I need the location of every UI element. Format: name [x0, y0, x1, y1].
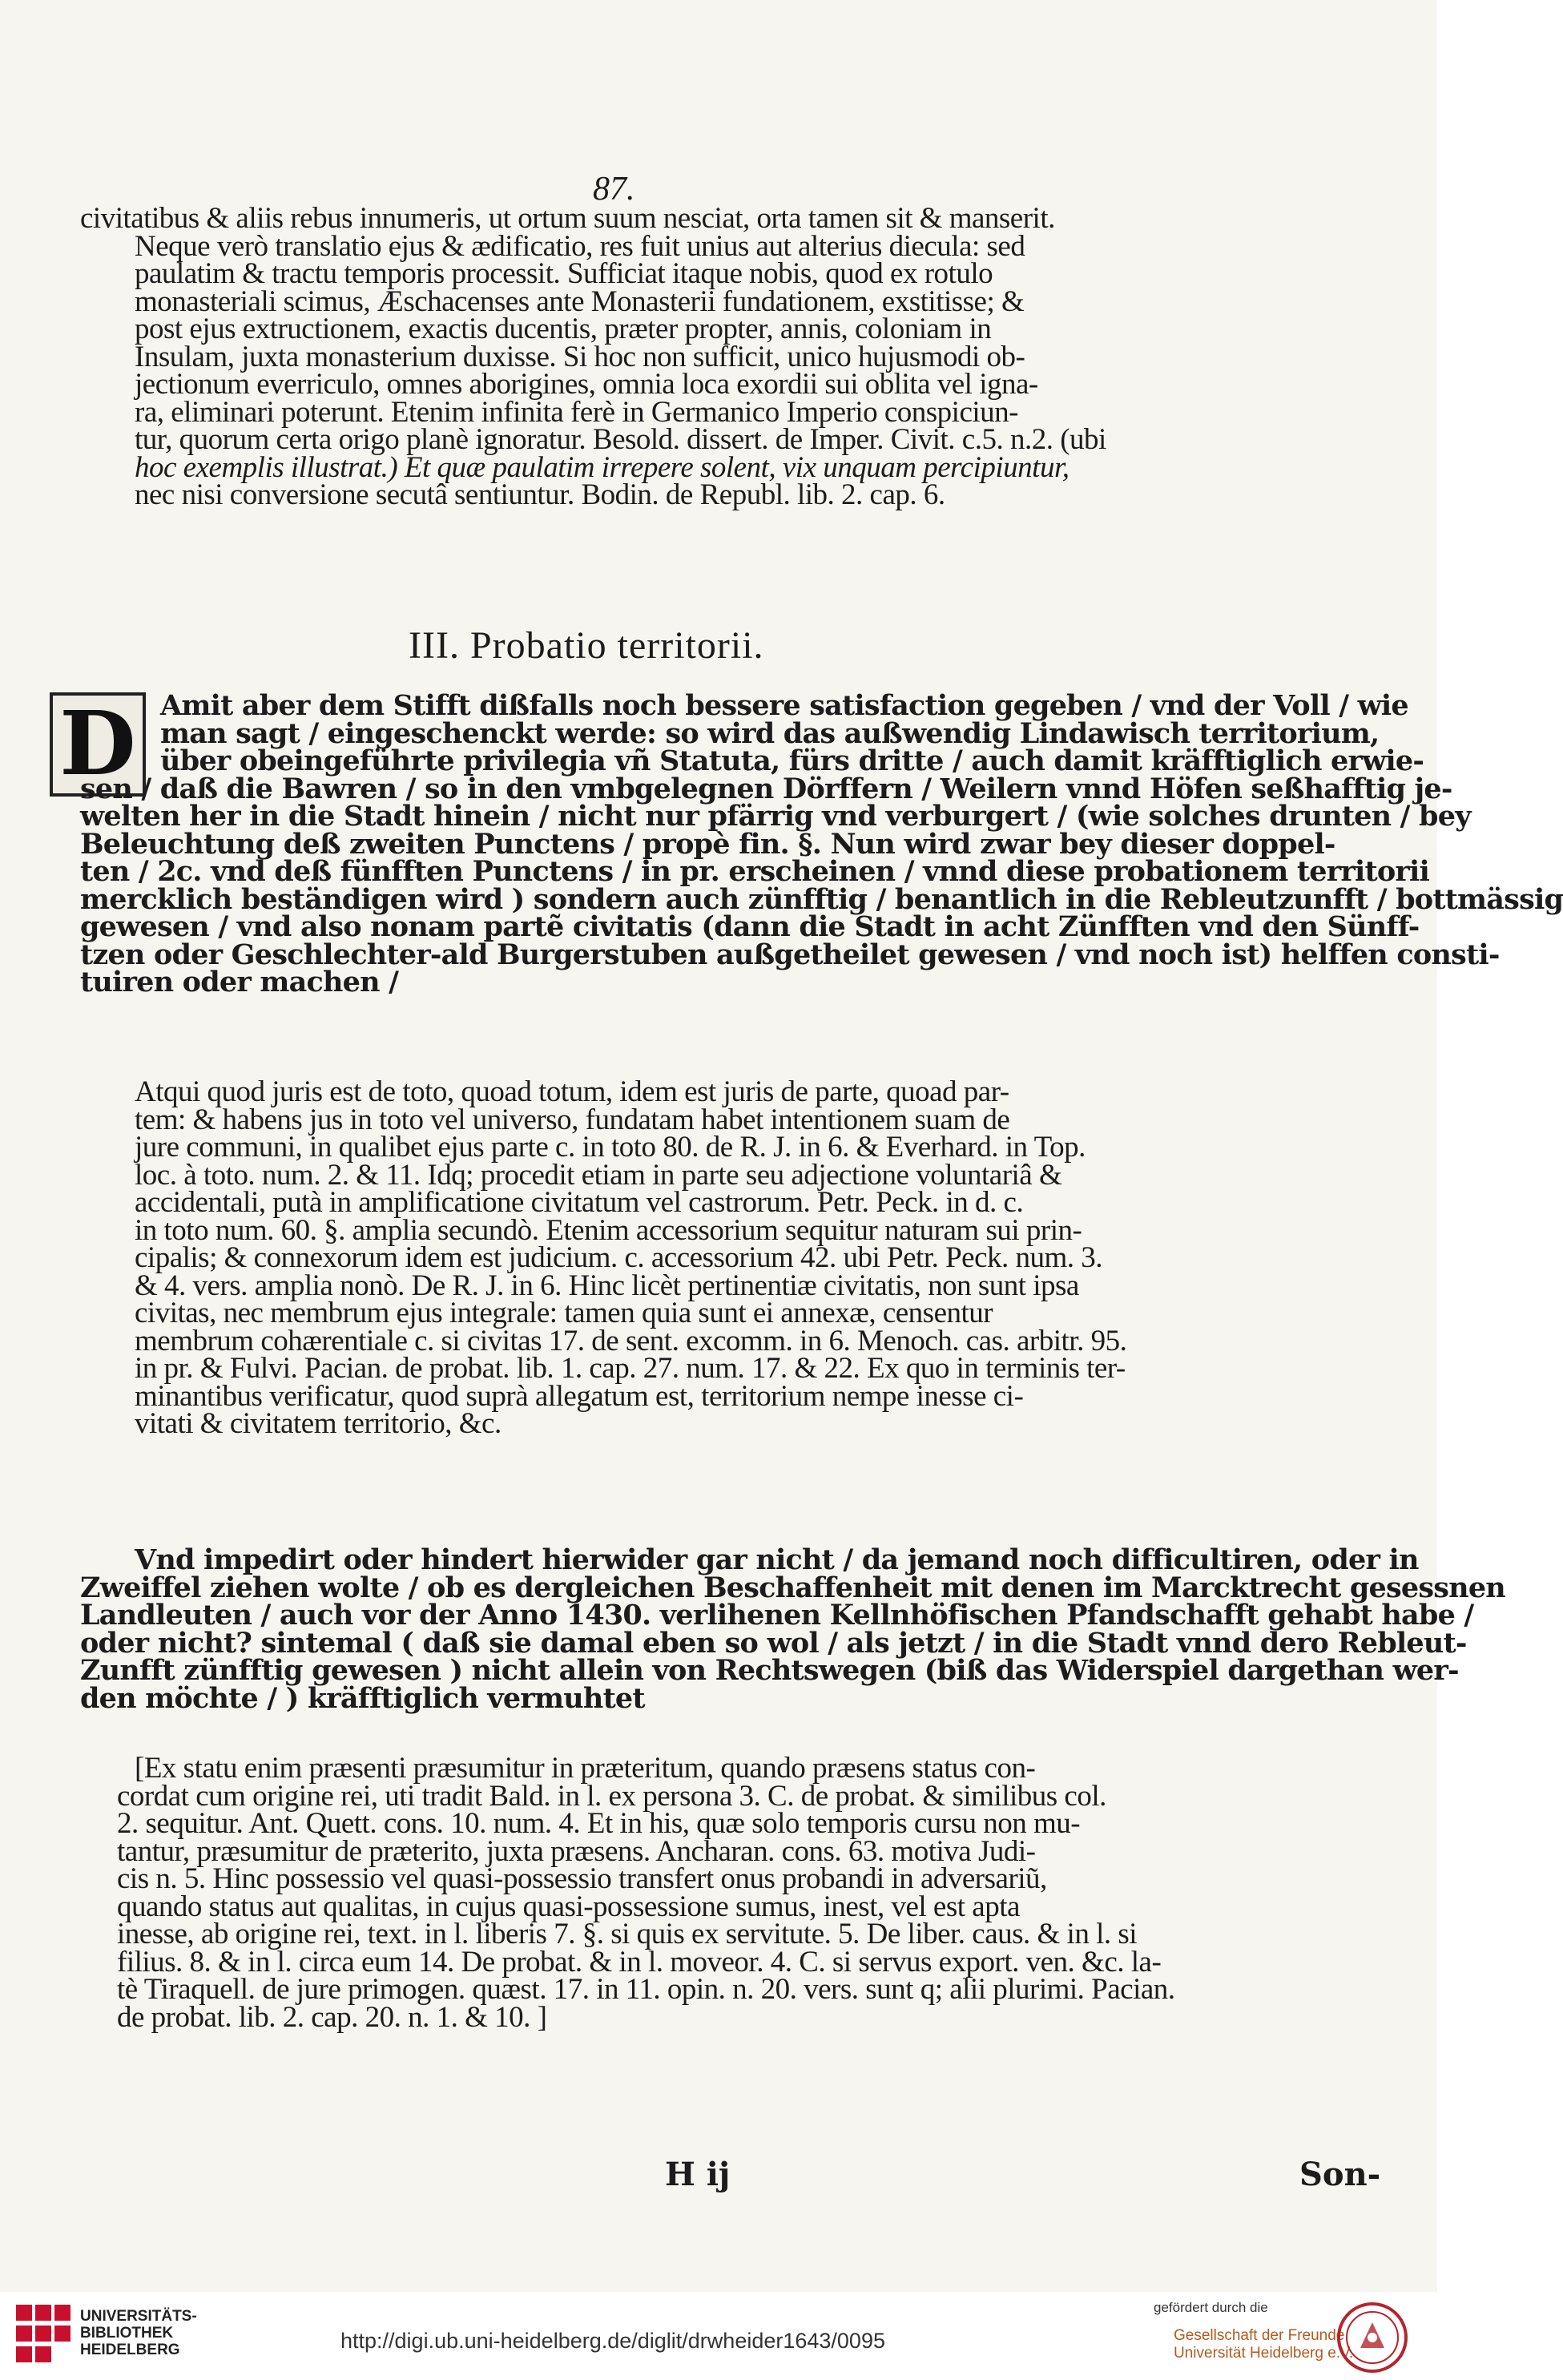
text-line: Amit aber dem Stifft dißfalls noch bessere satisfaction gegeben / vnd der Voll / wie [160, 689, 1408, 722]
section-heading: III. Probatio territorii. [409, 624, 764, 667]
decorated-initial: D [50, 692, 146, 797]
text-line: de probat. lib. 2. cap. 20. n. 1. & 10. ] [117, 2000, 547, 2034]
society-name-line: Gesellschaft der Freunde [1174, 2327, 1345, 2344]
text-line: tzen oder Geschlechter-ald Burgerstuben außgetheilet gewesen / vnd noch ist) helffen consti- [80, 938, 1500, 971]
text-line: vitati & civitatem territorio, &c. [135, 1407, 502, 1440]
german-paragraph-2 [80, 1543, 1505, 1715]
library-name-line: HEIDELBERG [80, 2342, 180, 2358]
university-seal-icon [1336, 2301, 1408, 2374]
text-line: jure communi, in qualibet ejus parte c. in toto 80. de R. J. in 6. & Everhard. in Top. [135, 1131, 1086, 1164]
library-logo-icon [14, 2303, 72, 2364]
text-line: membrum cohærentiale c. si civitas 17. de sent. excomm. in 6. Menoch. cas. arbitr. 95. [135, 1324, 1127, 1357]
text-line: oder nicht? sintemal ( daß sie damal eben so wol / als jetzt / in die Stadt vnnd dero Rebleut- [80, 1626, 1467, 1660]
text-line: welten her in die Stadt hinein / nicht nur pfärrig vnd verburgert / (wie solches drunten / bey [80, 800, 1471, 833]
text-line: Beleuchtung deß zweiten Punctens / propè fin. §. Nun wird zwar bey dieser doppel- [80, 827, 1335, 861]
latin-paragraph-2 [80, 1075, 1370, 1440]
signature-mark: H ij [665, 2156, 731, 2193]
text-line: tuiren oder machen / [80, 966, 399, 998]
text-line: post ejus extructionem, exactis ducentis, præter propter, annis, coloniam in [135, 313, 992, 345]
text-line: in pr. & Fulvi. Pacian. de probat. lib. 1. cap. 27. num. 17. & 22. Ex quo in terminis ter- [135, 1352, 1126, 1385]
text-line: ten / 2c. vnd deß fünfften Punctens / in pr. erscheinen / vnnd diese probationem territorii [80, 855, 1430, 888]
support-label: gefördert durch die [1154, 2300, 1268, 2315]
text-line: sen / daß die Bawren / so in den vmbgelegnen Dörffern / Weilern vnnd Höfen seßhafftig je- [80, 772, 1452, 805]
text-line: über obeingeführte privilegia vñ Statuta, fürs dritte / auch damit kräfftiglich erwie- [160, 744, 1424, 777]
page-number: 87. [593, 171, 635, 208]
text-line: Insulam, juxta monasterium duxisse. Si hoc non sufficit, unico hujusmodi ob- [135, 340, 1025, 373]
text-line: Zweiffel ziehen wolte / ob es dergleichen Beschaffenheit mit denen im Marcktrecht gesessnen [80, 1571, 1505, 1604]
text-line: accidentali, putà in amplificatione civitatum vel castrorum. Petr. Peck. in d. c. [135, 1186, 1024, 1219]
text-line: Landleuten / auch vor der Anno 1430. verlihenen Kellnhöfischen Pfandschafft gehabt habe / [80, 1599, 1474, 1632]
catchword: Son- [1299, 2156, 1381, 2193]
text-line: jectionum everriculo, omnes aborigines, omnia loca exordii sui oblita vel igna- [135, 368, 1038, 401]
text-line: quando status aut qualitas, in cujus quasi-possessione sumus, inest, vel est apta [117, 1890, 1020, 1923]
latin-paragraph-3 [80, 1752, 1370, 2034]
text-line: Zunfft zünfftig gewesen ) nicht allein von Rechtswegen (biß das Widerspiel dargethan wer- [80, 1654, 1459, 1687]
text-line: paulatim & tractu temporis processit. Sufficiat itaque nobis, quod ex rotulo [135, 257, 993, 290]
text-line: tem: & habens jus in toto vel universo, fundatam habet intentionem suam de [135, 1103, 1010, 1136]
library-name-line: BIBLIOTHEK [80, 2325, 174, 2342]
text-line: man sagt / eingeschenckt werde: so wird das außwendig Lindawisch territorium, [160, 716, 1380, 750]
text-line: civitatibus & aliis rebus innumeris, ut ortum suum nesciat, orta tamen sit & manserit. [80, 202, 1055, 235]
footer-bar [0, 2292, 1437, 2380]
latin-paragraph-1 [80, 202, 1370, 511]
text-line: 2. sequitur. Ant. Quett. cons. 10. num. 4. Et in his, quæ solo temporis cursu non mu- [117, 1807, 1081, 1840]
text-line: Vnd impedirt oder hindert hierwider gar nicht / da jemand noch difficultiren, oder in [135, 1543, 1419, 1576]
text-line: tantur, præsumitur de præterito, juxta præsens. Ancharan. cons. 63. motiva Judi- [117, 1834, 1036, 1868]
text-line: filius. 8. & in l. circa eum 14. De probat. & in l. moveor. 4. C. si servus export. ven. &c. la- [117, 1945, 1162, 1979]
text-line: Neque verò translatio ejus & ædificatio, res fuit unius aut alterius diecula: sed [135, 229, 1025, 263]
library-name [80, 2308, 197, 2358]
text-line: cipalis; & connexorum idem est judicium. c. accessorium 42. ubi Petr. Peck. num. 3. [135, 1241, 1103, 1274]
source-url-link[interactable]: http://digi.ub.uni-heidelberg.de/diglit/drwheider1643/0095 [340, 2329, 885, 2353]
text-line: tur, quorum certa origo planè ignoratur. Besold. dissert. de Imper. Civit. c.5. n.2. (ubi [135, 423, 1106, 456]
text-line: [Ex statu enim præsenti præsumitur in præteritum, quando præsens status con- [135, 1752, 1036, 1785]
society-name-line: Universität Heidelberg e.V. [1174, 2345, 1354, 2362]
text-line: minantibus verificatur, quod suprà allegatum est, territorium nempe inesse ci- [135, 1379, 1024, 1413]
text-line: hoc exemplis illustrat.) Et quæ paulatim irrepere solent, vix unquam percipiuntur, [135, 450, 1070, 484]
text-line: loc. à toto. num. 2. & 11. Idq; procedit etiam in parte seu adjectione voluntariâ & [135, 1158, 1062, 1192]
text-line: cordat cum origine rei, uti tradit Bald. in l. ex persona 3. C. de probat. & similibus col. [117, 1779, 1106, 1813]
text-line: Atqui quod juris est de toto, quoad totum, idem est juris de parte, quoad par- [135, 1075, 1009, 1108]
text-line: cis n. 5. Hinc possessio vel quasi-possessio transfert onus probandi in adversariũ, [117, 1862, 1047, 1895]
text-line: tè Tiraquell. de jure primogen. quæst. 17. in 11. opin. n. 20. vers. sunt q; alii plurimi. Pacian. [117, 1973, 1175, 2006]
text-line: gewesen / vnd also nonam partẽ civitatis (dann die Stadt in acht Zünfften vnd den Sünff- [80, 910, 1420, 943]
text-line: ra, eliminari poterunt. Etenim infinita ferè in Germanico Imperio conspiciun- [135, 395, 1018, 429]
text-line: den möchte / ) kräfftiglich vermuhtet [80, 1681, 645, 1715]
german-paragraph-1 [80, 689, 1563, 998]
library-name-line: UNIVERSITÄTS- [80, 2308, 197, 2325]
text-line: & 4. vers. amplia nonò. De R. J. in 6. Hinc licèt pertinentiæ civitatis, non sunt ipsa [135, 1269, 1079, 1302]
society-name [1174, 2327, 1353, 2362]
text-line: inesse, ab origine rei, text. in l. liberis 7. §. si quis ex servitute. 5. De liber. caus. & in l. si [117, 1918, 1138, 1950]
text-line: monasteriali scimus, Æschacenses ante Monasterii fundationem, exstitisse; & [135, 284, 1025, 318]
text-line: in toto num. 60. §. amplia secundò. Etenim accessorium sequitur naturam sui prin- [135, 1213, 1082, 1247]
text-line: civitas, nec membrum ejus integrale: tamen quia sunt ei annexæ, censentur [135, 1297, 993, 1329]
text-line: nec nisi conversione secutâ sentiuntur. Bodin. de Republ. lib. 2. cap. 6. [135, 478, 945, 511]
text-line: mercklich beständigen wird ) sondern auch zünfftig / benantlich in die Rebleutzunfft / bottmässig [80, 882, 1563, 916]
